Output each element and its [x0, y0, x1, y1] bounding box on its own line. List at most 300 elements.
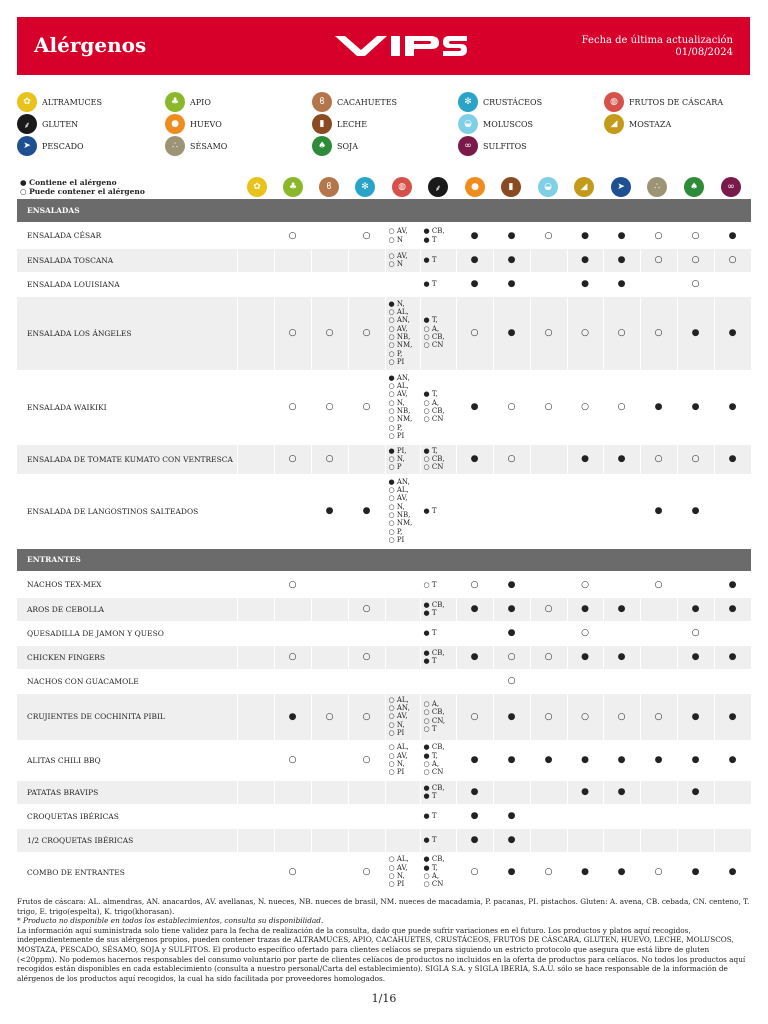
- cell-mostaza: ○: [567, 693, 603, 740]
- cell-huevo: ●: [456, 828, 493, 852]
- cell-huevo: [456, 669, 493, 693]
- cell-sulfitos: ●: [714, 444, 751, 474]
- cell-crustaceos: [348, 444, 385, 474]
- cell-gluten: [420, 272, 456, 296]
- legend-item-soja: [312, 136, 358, 156]
- cell-leche: ○: [493, 669, 530, 693]
- table-row: [17, 780, 751, 804]
- cell-moluscos: [530, 780, 567, 804]
- cell-apio: [274, 780, 311, 804]
- cell-pescado: ●: [603, 248, 640, 272]
- shell-icon: ◒: [458, 114, 478, 134]
- cell-soja: [677, 669, 714, 693]
- cell-mostaza: [567, 669, 603, 693]
- cell-detail-line: ● T: [423, 835, 437, 844]
- cell-apio: ○: [274, 852, 311, 892]
- cell-huevo: ●: [456, 804, 493, 828]
- cell-moluscos: [530, 248, 567, 272]
- cell-sulfitos: [714, 474, 751, 548]
- dish-name: AROS DE CEBOLLA: [17, 597, 237, 621]
- cell-apio: [274, 669, 311, 693]
- cell-detail-line: ○ PI: [388, 357, 405, 366]
- cell-pescado: ●: [603, 224, 640, 248]
- cell-cacahuetes: [311, 804, 348, 828]
- table-row: [17, 740, 751, 780]
- nut-icon: ◍: [604, 92, 624, 112]
- cell-leche: ●: [493, 573, 530, 597]
- cell-moluscos: ○: [530, 224, 567, 248]
- dish-name: ENSALADA TOSCANA: [17, 248, 237, 272]
- cell-pescado: [603, 804, 640, 828]
- legend-item-moluscos: [458, 114, 533, 134]
- cell-huevo: [456, 621, 493, 645]
- cell-detail-line: ○ N,: [388, 872, 405, 880]
- cell-apio: [274, 828, 311, 852]
- cell-frutos_cascara: [385, 573, 420, 597]
- cell-soja: ○: [677, 248, 714, 272]
- cell-sulfitos: ●: [714, 370, 751, 444]
- cell-detail-line: ● AN,: [388, 373, 410, 382]
- cell-altramuces: [237, 804, 274, 828]
- cell-leche: ●: [493, 740, 530, 780]
- cell-detail-line: ● CB,: [423, 743, 445, 752]
- cell-frutos_cascara: [385, 224, 420, 248]
- cell-cacahuetes: ○: [311, 296, 348, 370]
- cell-leche: ●: [493, 272, 530, 296]
- cell-leche: ●: [493, 597, 530, 621]
- cell-detail-line: ○ AL,: [388, 855, 409, 864]
- legend-label: ALTRAMUCES: [42, 97, 102, 107]
- cell-gluten: [420, 780, 456, 804]
- cell-detail-line: ● T: [423, 792, 437, 800]
- cell-detail-line: ○ AV,: [388, 251, 408, 260]
- cell-detail-line: ● CB,: [423, 855, 445, 864]
- cell-altramuces: [237, 621, 274, 645]
- dish-name: ENSALADA DE TOMATE KUMATO CON VENTRESCA: [17, 444, 237, 474]
- cell-sulfitos: [714, 272, 751, 296]
- cell-gluten: [420, 804, 456, 828]
- cell-sulfitos: [714, 621, 751, 645]
- dish-name: ENSALADA CÉSAR: [17, 224, 237, 248]
- cell-crustaceos: ○: [348, 852, 385, 892]
- cell-sesamo: ●: [640, 474, 677, 548]
- cell-gluten: [420, 224, 456, 248]
- cell-detail-line: ○ AV,: [388, 324, 408, 333]
- legend-label: SOJA: [337, 141, 359, 151]
- dish-name: ALITAS CHILI BBQ: [17, 740, 237, 780]
- cell-gluten: [420, 645, 456, 669]
- cell-moluscos: [530, 444, 567, 474]
- cell-detail-line: ● T,: [423, 446, 438, 455]
- cell-detail-line: ○ N,: [388, 502, 405, 511]
- cell-detail-line: ○ AN,: [388, 316, 410, 325]
- cell-crustaceos: ○: [348, 597, 385, 621]
- cell-detail-line: ○ AV,: [388, 390, 408, 399]
- legend-label: PESCADO: [42, 141, 84, 151]
- cell-detail-line: ○ AV,: [388, 863, 408, 872]
- cell-huevo: ○: [456, 573, 493, 597]
- legend-label: SÉSAMO: [190, 141, 228, 151]
- egg-icon: ●: [165, 114, 185, 134]
- cell-moluscos: ○: [530, 597, 567, 621]
- cell-detail-line: ○ AN,: [388, 704, 410, 713]
- cell-apio: [274, 248, 311, 272]
- cell-cacahuetes: [311, 828, 348, 852]
- cell-moluscos: ○: [530, 693, 567, 740]
- cell-sulfitos: ○: [714, 248, 751, 272]
- dish-name: CRUJIENTES DE COCHINITA PIBIL: [17, 693, 237, 740]
- cell-moluscos: [530, 804, 567, 828]
- cell-pescado: ●: [603, 597, 640, 621]
- table-row: [17, 693, 751, 740]
- cell-cacahuetes: [311, 573, 348, 597]
- cell-detail-line: ○ A,: [423, 760, 440, 768]
- dish-name: CHICKEN FINGERS: [17, 645, 237, 669]
- nut-icon: ◍: [392, 177, 412, 197]
- cell-huevo: ●: [456, 444, 493, 474]
- footer-notes: [17, 897, 750, 983]
- cell-mostaza: ●: [567, 224, 603, 248]
- cell-altramuces: [237, 693, 274, 740]
- cell-huevo: ●: [456, 597, 493, 621]
- cell-crustaceos: [348, 780, 385, 804]
- cell-moluscos: ●: [530, 740, 567, 780]
- cell-crustaceos: [348, 248, 385, 272]
- cell-detail-line: ○ PI: [388, 880, 405, 889]
- cell-detail-line: ○ N,: [388, 454, 405, 463]
- legend-label: APIO: [190, 97, 211, 107]
- sesame-icon: ∴: [647, 177, 667, 197]
- update-info: [582, 35, 733, 59]
- cell-detail-line: ○ CB,: [423, 708, 445, 717]
- cell-soja: ○: [677, 224, 714, 248]
- sesame-icon: ∴: [165, 136, 185, 156]
- cell-moluscos: [530, 621, 567, 645]
- soy-icon: ♠: [684, 177, 704, 197]
- allergen-legend: [17, 92, 750, 162]
- cell-detail-line: ● CB,: [423, 600, 445, 609]
- cell-detail-line: ● CB,: [423, 227, 445, 236]
- lupin-icon: ✿: [17, 92, 37, 112]
- cell-sesamo: ○: [640, 444, 677, 474]
- dish-name: ENSALADA DE LANGOSTINOS SALTEADOS: [17, 474, 237, 548]
- cell-detail-line: ● N,: [388, 299, 405, 308]
- cell-mostaza: ●: [567, 780, 603, 804]
- cell-sulfitos: [714, 669, 751, 693]
- cell-leche: [493, 780, 530, 804]
- cell-pescado: [603, 828, 640, 852]
- cell-moluscos: [530, 272, 567, 296]
- cell-crustaceos: ●: [348, 474, 385, 548]
- cell-soja: [677, 804, 714, 828]
- cell-soja: ●: [677, 597, 714, 621]
- dish-name: CROQUETAS IBÉRICAS: [17, 804, 237, 828]
- cell-apio: ○: [274, 740, 311, 780]
- cell-sesamo: [640, 597, 677, 621]
- cell-altramuces: [237, 645, 274, 669]
- cell-crustaceos: [348, 272, 385, 296]
- cell-sesamo: [640, 272, 677, 296]
- cell-crustaceos: ○: [348, 296, 385, 370]
- cell-detail-line: ○ T: [423, 580, 437, 589]
- table-row: [17, 444, 751, 474]
- cell-huevo: ○: [456, 852, 493, 892]
- cell-mostaza: ●: [567, 597, 603, 621]
- cell-detail-line: ○ P,: [388, 349, 403, 358]
- cell-detail-line: ○ AL,: [388, 382, 409, 391]
- cell-apio: ○: [274, 444, 311, 474]
- cell-detail-line: ● CB,: [423, 648, 445, 657]
- cell-sesamo: ○: [640, 573, 677, 597]
- dish-name: NACHOS TEX-MEX: [17, 573, 237, 597]
- cell-detail-line: ● T: [423, 235, 437, 244]
- cell-detail-line: ○ CB,: [423, 407, 445, 415]
- page-title: Alérgenos: [34, 33, 147, 57]
- cell-pescado: ●: [603, 852, 640, 892]
- cell-sulfitos: ●: [714, 573, 751, 597]
- cell-gluten: [420, 828, 456, 852]
- cell-sesamo: ○: [640, 852, 677, 892]
- cell-detail-line: ○ P: [388, 463, 402, 472]
- egg-icon: ●: [465, 177, 485, 197]
- cell-sulfitos: [714, 804, 751, 828]
- header-banner: [17, 17, 750, 75]
- cell-gluten: [420, 444, 456, 474]
- sulfite-icon: ∞: [721, 177, 741, 197]
- cell-mostaza: ○: [567, 296, 603, 370]
- table-row: [17, 474, 751, 548]
- cell-detail-line: ● T: [423, 609, 437, 617]
- table-row: [17, 852, 751, 892]
- cell-sulfitos: ●: [714, 645, 751, 669]
- table-row: [17, 296, 751, 370]
- cell-detail-line: ○ N,: [388, 720, 405, 729]
- cell-crustaceos: [348, 828, 385, 852]
- cell-apio: [274, 621, 311, 645]
- cell-detail-line: ○ PI: [388, 535, 405, 544]
- cell-apio: ●: [274, 693, 311, 740]
- cell-detail-line: ○ A,: [423, 324, 440, 333]
- cell-leche: ●: [493, 621, 530, 645]
- cell-cacahuetes: [311, 248, 348, 272]
- legend-item-cacahuetes: [312, 92, 397, 112]
- legend-label: SULFITOS: [483, 141, 527, 151]
- cell-pescado: [603, 669, 640, 693]
- cell-apio: ○: [274, 573, 311, 597]
- cell-mostaza: ●: [567, 645, 603, 669]
- cell-huevo: ●: [456, 248, 493, 272]
- cell-cacahuetes: [311, 272, 348, 296]
- cell-gluten: [420, 296, 456, 370]
- cell-sulfitos: ●: [714, 740, 751, 780]
- cell-soja: ○: [677, 444, 714, 474]
- cell-leche: ●: [493, 224, 530, 248]
- cell-sesamo: ●: [640, 740, 677, 780]
- cell-altramuces: [237, 248, 274, 272]
- cell-pescado: ●: [603, 740, 640, 780]
- cell-detail-line: ○ T: [423, 724, 437, 733]
- cell-gluten: [420, 852, 456, 892]
- cell-cacahuetes: ○: [311, 370, 348, 444]
- cell-frutos_cascara: [385, 693, 420, 740]
- cell-sesamo: [640, 828, 677, 852]
- legend-item-gluten: [17, 114, 78, 134]
- cell-detail-line: ● T: [423, 628, 437, 637]
- legend-label: FRUTOS DE CÁSCARA: [629, 97, 724, 107]
- cell-detail-line: ● CB,: [423, 783, 445, 792]
- cell-detail-line: ● T,: [423, 751, 438, 760]
- cell-crustaceos: [348, 804, 385, 828]
- legend-label: MOSTAZA: [629, 119, 672, 129]
- cell-altramuces: [237, 370, 274, 444]
- cell-soja: [677, 573, 714, 597]
- cell-sulfitos: ●: [714, 296, 751, 370]
- cell-cacahuetes: [311, 597, 348, 621]
- cell-cacahuetes: ○: [311, 444, 348, 474]
- cell-mostaza: [567, 828, 603, 852]
- table-row: [17, 370, 751, 444]
- cell-altramuces: [237, 272, 274, 296]
- legend-item-crustaceos: [458, 92, 542, 112]
- celery-icon: ♣: [283, 177, 303, 197]
- cell-leche: ●: [493, 828, 530, 852]
- table-row: [17, 621, 751, 645]
- cell-moluscos: ○: [530, 645, 567, 669]
- cell-sulfitos: ●: [714, 597, 751, 621]
- cell-moluscos: [530, 828, 567, 852]
- legend-label: CRUSTÁCEOS: [483, 97, 543, 107]
- cell-crustaceos: [348, 621, 385, 645]
- legend-label: CACAHUETES: [337, 97, 398, 107]
- crab-icon: ✻: [458, 92, 478, 112]
- cell-altramuces: [237, 296, 274, 370]
- cell-moluscos: [530, 573, 567, 597]
- cell-huevo: ○: [456, 693, 493, 740]
- cell-gluten: [420, 669, 456, 693]
- cell-detail-line: ○ AL,: [388, 308, 409, 317]
- cell-detail-line: ● T: [423, 657, 437, 665]
- cell-altramuces: [237, 444, 274, 474]
- cell-crustaceos: [348, 669, 385, 693]
- cell-sesamo: [640, 621, 677, 645]
- legend-label: LECHE: [337, 119, 368, 129]
- dish-name: COMBO DE ENTRANTES: [17, 852, 237, 892]
- table-row: [17, 597, 751, 621]
- cell-mostaza: ○: [567, 621, 603, 645]
- dish-name: 1/2 CROQUETAS IBÉRICAS: [17, 828, 237, 852]
- cell-detail-line: ● T: [423, 279, 437, 288]
- cell-detail-line: ● T,: [423, 863, 438, 872]
- cell-apio: ○: [274, 370, 311, 444]
- cell-detail-line: ○ CB,: [423, 333, 445, 341]
- cell-gluten: [420, 621, 456, 645]
- cell-detail-line: ○ AL,: [388, 695, 409, 704]
- cell-sesamo: ○: [640, 224, 677, 248]
- cell-sesamo: ○: [640, 296, 677, 370]
- cell-detail-line: ○ NB,: [388, 511, 411, 519]
- wheat-icon: ⸙: [17, 114, 37, 134]
- cell-cacahuetes: [311, 852, 348, 892]
- cell-cacahuetes: [311, 780, 348, 804]
- cell-huevo: [456, 474, 493, 548]
- cell-detail-line: ○ PI: [388, 768, 405, 777]
- cell-detail-line: ○ CN: [423, 768, 444, 777]
- cell-mostaza: [567, 804, 603, 828]
- legend-item-huevo: [165, 114, 222, 134]
- cell-frutos_cascara: [385, 597, 420, 621]
- section-title: ENTRANTES: [17, 548, 751, 571]
- soy-icon: ♠: [312, 136, 332, 156]
- cell-frutos_cascara: [385, 804, 420, 828]
- cell-apio: ○: [274, 296, 311, 370]
- wheat-icon: ⸙: [428, 177, 448, 197]
- cell-moluscos: ○: [530, 852, 567, 892]
- cell-gluten: [420, 474, 456, 548]
- cell-frutos_cascara: [385, 828, 420, 852]
- cell-huevo: ●: [456, 645, 493, 669]
- cell-soja: [677, 828, 714, 852]
- celery-icon: ♣: [165, 92, 185, 112]
- cell-apio: [274, 804, 311, 828]
- cell-detail-line: ○ N: [388, 235, 403, 244]
- cell-gluten: [420, 597, 456, 621]
- sulfite-icon: ∞: [458, 136, 478, 156]
- cell-frutos_cascara: [385, 248, 420, 272]
- cell-leche: [493, 474, 530, 548]
- dish-name: NACHOS CON GUACAMOLE: [17, 669, 237, 693]
- update-date: 01/08/2024: [675, 47, 733, 58]
- table-row: [17, 804, 751, 828]
- cell-mostaza: ●: [567, 272, 603, 296]
- cell-altramuces: [237, 573, 274, 597]
- cell-detail-line: ○ P,: [388, 527, 403, 536]
- cell-detail-line: ○ NB,: [388, 407, 411, 415]
- cell-detail-line: ○ NM,: [388, 415, 413, 424]
- cell-detail-line: ○ CN,: [423, 716, 446, 725]
- legend-item-leche: [312, 114, 367, 134]
- cell-pescado: ●: [603, 780, 640, 804]
- legend-item-mostaza: [604, 114, 671, 134]
- cell-mostaza: ●: [567, 740, 603, 780]
- legend-label: MOLUSCOS: [483, 119, 534, 129]
- cell-altramuces: [237, 780, 274, 804]
- section-header: [17, 548, 751, 571]
- cell-soja: ●: [677, 780, 714, 804]
- cell-moluscos: ○: [530, 370, 567, 444]
- cell-frutos_cascara: [385, 645, 420, 669]
- cell-detail-line: ● T,: [423, 316, 438, 325]
- cell-detail-line: ● AN,: [388, 477, 410, 486]
- cell-gluten: [420, 370, 456, 444]
- cell-sulfitos: [714, 828, 751, 852]
- section-title: ENSALADAS: [17, 199, 751, 222]
- milk-icon: ▮: [501, 177, 521, 197]
- cell-soja: ●: [677, 740, 714, 780]
- cell-huevo: ●: [456, 370, 493, 444]
- cell-detail-line: ○ P,: [388, 423, 403, 432]
- cell-pescado: [603, 474, 640, 548]
- cell-gluten: [420, 248, 456, 272]
- cell-sulfitos: ●: [714, 693, 751, 740]
- cell-pescado: ○: [603, 370, 640, 444]
- cell-pescado: ●: [603, 272, 640, 296]
- cell-altramuces: [237, 224, 274, 248]
- cell-huevo: ●: [456, 780, 493, 804]
- update-label: Fecha de última actualización: [581, 35, 733, 46]
- cell-crustaceos: ○: [348, 740, 385, 780]
- cell-soja: ○: [677, 621, 714, 645]
- cell-altramuces: [237, 597, 274, 621]
